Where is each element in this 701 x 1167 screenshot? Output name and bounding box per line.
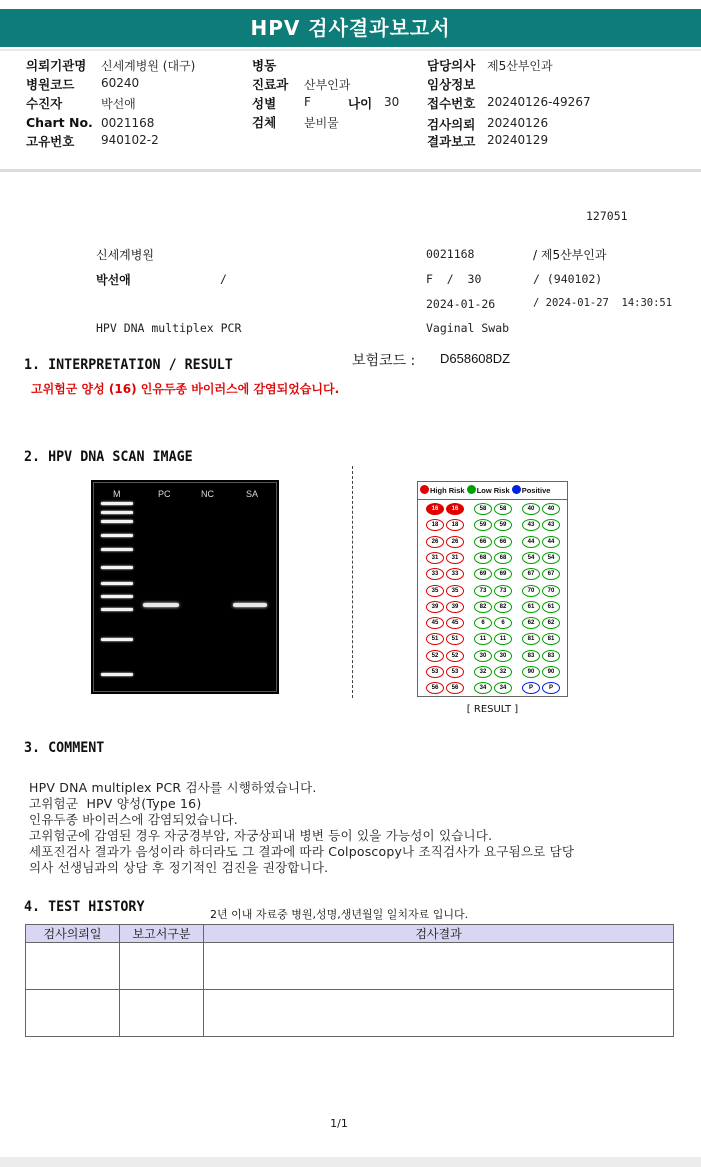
chip-spot: 83 [542,650,560,662]
chip-spot: 30 [494,650,512,662]
patient-label: 수진자 [26,96,63,111]
chip-spot: 39 [426,601,444,613]
chip-spot: 33 [446,568,464,580]
sex-value: F [304,95,311,109]
chip-spot: 44 [522,536,540,548]
chip-spot: 81 [522,633,540,645]
section-history-title: 4. TEST HISTORY [24,899,145,915]
department-value: 산부인과 [304,78,351,92]
report-title: HPV 검사결과보고서 [0,9,701,47]
header-bottom-divider [0,169,701,172]
insurance-code-value: D658608DZ [440,351,511,366]
sex-label: 성별 [252,96,277,111]
chip-spot: 18 [446,519,464,531]
chip-spot: 39 [446,601,464,613]
image-divider [352,466,353,698]
chip-spot: 66 [474,536,492,548]
chip-spot: 40 [542,503,560,515]
report-slash: / [220,272,227,286]
patient-value: 박선애 [101,97,136,111]
chip-spot: 68 [474,552,492,564]
chip-spot: 30 [474,650,492,662]
ladder-band [101,608,133,611]
hospital-code-value: 60240 [101,76,140,90]
table-cell [120,990,204,1037]
chip-spot: 45 [446,617,464,629]
comment-line: 세포진검사 결과가 음성이라 하더라도 그 결과에 따라 Colposcopy나 조직검사가 요구됨으로 담당 [29,844,575,859]
ladder-band [101,638,133,641]
page-number: 1/1 [330,1117,348,1130]
chip-spot: 61 [542,601,560,613]
specimen-value: 분비물 [304,116,339,130]
chip-spot: 51 [426,633,444,645]
chip-spot: 34 [494,682,512,694]
chip-spot: 90 [542,666,560,678]
chip-spot: 73 [474,585,492,597]
chip-spot: 69 [494,568,512,580]
ladder-band [101,673,133,676]
ladder-band [101,511,133,514]
lane-label-sa: SA [246,489,259,499]
insurance-code-label: 보험코드 : [352,353,416,369]
chart-value: 0021168 [101,116,155,130]
chip-spot: 31 [446,552,464,564]
chip-spot: 67 [542,568,560,580]
chip-spot: 54 [522,552,540,564]
report-collected-date: 2024-01-26 [426,297,496,311]
ladder-band [101,566,133,569]
chip-spot: 70 [522,585,540,597]
chip-spot: 62 [542,617,560,629]
chip-spot: 59 [474,519,492,531]
chip-spot: 52 [426,650,444,662]
legend-high-risk: High Risk [430,486,465,495]
comment-line: 인유두종 바이러스에 감염되었습니다. [29,812,238,827]
legend-positive: Positive [521,486,551,495]
doctor-value: 제5산부인과 [487,59,553,73]
report-birth: / (940102) [533,272,603,286]
institution-label: 의뢰기관명 [26,58,87,73]
chip-spot: 35 [446,585,464,597]
chip-spot: 35 [426,585,444,597]
chip-spot: 58 [474,503,492,515]
table-cell [204,990,674,1037]
section-scan-image-title: 2. HPV DNA SCAN IMAGE [24,449,193,465]
report-patient: 박선애 [96,273,131,287]
specimen-label: 검체 [252,115,277,130]
ladder-band [101,502,133,505]
table-cell [120,943,204,990]
chip-spot: 56 [446,682,464,694]
chip-spot: 82 [474,601,492,613]
chip-spot: 32 [494,666,512,678]
col-header-report-type: 보고서구분 [120,925,204,943]
chip-spot: 68 [494,552,512,564]
chip-spot: 54 [542,552,560,564]
chip-spot: 45 [426,617,444,629]
chip-spot: 83 [522,650,540,662]
section-comment-title: 3. COMMENT [24,740,105,756]
chip-spot: 44 [542,536,560,548]
low-risk-dot-icon [467,485,476,494]
clinical-info-label: 임상정보 [427,77,476,92]
history-note: 2년 이내 자료중 병원,성명,생년월일 일치자료 입니다. [210,908,469,921]
report-date-label: 결과보고 [427,134,476,149]
report-doctor: / 제5산부인과 [533,248,607,262]
legend-low-risk: Low Risk [476,486,510,495]
section-interpretation-title: 1. INTERPRETATION / RESULT [24,357,233,373]
report-reported-datetime: / 2024-01-27 14:30:51 [533,297,673,309]
chip-spot: 53 [446,666,464,678]
age-value: 30 [384,95,400,109]
ladder-band [101,534,133,537]
request-date-label: 검사의뢰 [427,117,476,132]
chip-spot: 43 [522,519,540,531]
band-pc [143,603,179,607]
hospital-code-label: 병원코드 [26,77,75,92]
department-label: 진료과 [252,77,289,92]
chip-spot: 40 [522,503,540,515]
chip-spot: 34 [474,682,492,694]
receipt-no-value: 20240126-49267 [487,95,591,109]
col-header-result: 검사결과 [204,925,674,943]
ladder-band [101,595,133,598]
test-history-table [25,924,674,1037]
chip-spot: 6 [494,617,512,629]
table-cell [26,990,120,1037]
lane-label-m: M [113,489,121,499]
code-number: 127051 [586,209,628,223]
chip-spot: 51 [446,633,464,645]
chip-spot: 33 [426,568,444,580]
report-sample-type: Vaginal Swab [426,321,510,335]
result-caption: [ RESULT ] [466,704,519,715]
request-date-value: 20240126 [487,116,549,130]
chip-spot: 59 [494,519,512,531]
chip-spot: 43 [542,519,560,531]
chip-spot: P [542,682,560,694]
chip-spot: 52 [446,650,464,662]
chip-spot: 56 [426,682,444,694]
positive-dot-icon [512,485,521,494]
chip-legend-divider [418,499,567,500]
age-label: 나이 [348,96,373,111]
ward-label: 병동 [252,58,277,73]
table-cell [26,943,120,990]
report-hospital: 신세계병원 [96,248,154,262]
institution-value: 신세계병원 (대구) [101,59,196,73]
ladder-band [101,582,133,585]
table-row [26,990,674,1037]
chip-legend [420,485,565,497]
chip-spot-positive: 16 [426,503,444,515]
chip-spot: 11 [474,633,492,645]
unique-id-value: 940102-2 [101,133,159,147]
receipt-no-label: 접수번호 [427,96,476,111]
chip-spot: 32 [474,666,492,678]
report-chart: 0021168 [426,247,475,261]
header-divider [0,49,701,51]
ladder-band [101,548,133,551]
report-test-name: HPV DNA multiplex PCR [96,321,242,335]
chip-spot: 18 [426,519,444,531]
band-sa [233,603,267,607]
chip-spot: 69 [474,568,492,580]
col-header-request-date: 검사의뢰일 [26,925,120,943]
comment-line: 고위험군 HPV 양성(Type 16) [29,796,202,811]
comment-line: 고위험군에 감염된 경우 자궁경부암, 자궁상피내 병변 등이 있을 가능성이 있습니다. [29,828,493,843]
chip-spot: 26 [446,536,464,548]
chip-spot: 62 [522,617,540,629]
footer-bar [0,1157,701,1167]
chip-spot: 6 [474,617,492,629]
chip-spot: 31 [426,552,444,564]
lane-label-pc: PC [158,489,171,499]
chip-spot-positive: 16 [446,503,464,515]
lane-label-nc: NC [201,489,214,499]
chip-spot: 73 [494,585,512,597]
comment-line: 의사 선생님과의 상담 후 정기적인 검진을 권장합니다. [29,860,329,875]
chip-spot: P [522,682,540,694]
unique-id-label: 고유번호 [26,134,75,149]
comment-line: HPV DNA multiplex PCR 검사를 시행하였습니다. [29,780,317,795]
report-date-value: 20240129 [487,133,549,147]
chip-spot: 81 [542,633,560,645]
chip-spot: 26 [426,536,444,548]
hpv-chip-image [417,481,568,697]
table-row [26,943,674,990]
chip-spot: 90 [522,666,540,678]
ladder-band [101,520,133,523]
chip-spot: 53 [426,666,444,678]
chip-spot: 82 [494,601,512,613]
chip-spot: 66 [494,536,512,548]
chip-spot: 58 [494,503,512,515]
chip-spot: 70 [542,585,560,597]
report-sex-age: F / 30 [426,272,482,286]
chart-label: Chart No. [26,115,93,130]
table-header-row [26,925,674,943]
interpretation-result: 고위험군 양성 (16) 인유두종 바이러스에 감염되었습니다. [31,382,340,396]
chip-spot: 61 [522,601,540,613]
doctor-label: 담당의사 [427,58,476,73]
gel-electrophoresis-image [91,480,279,694]
table-cell [204,943,674,990]
high-risk-dot-icon [420,485,429,494]
chip-spot: 67 [522,568,540,580]
chip-spot: 11 [494,633,512,645]
